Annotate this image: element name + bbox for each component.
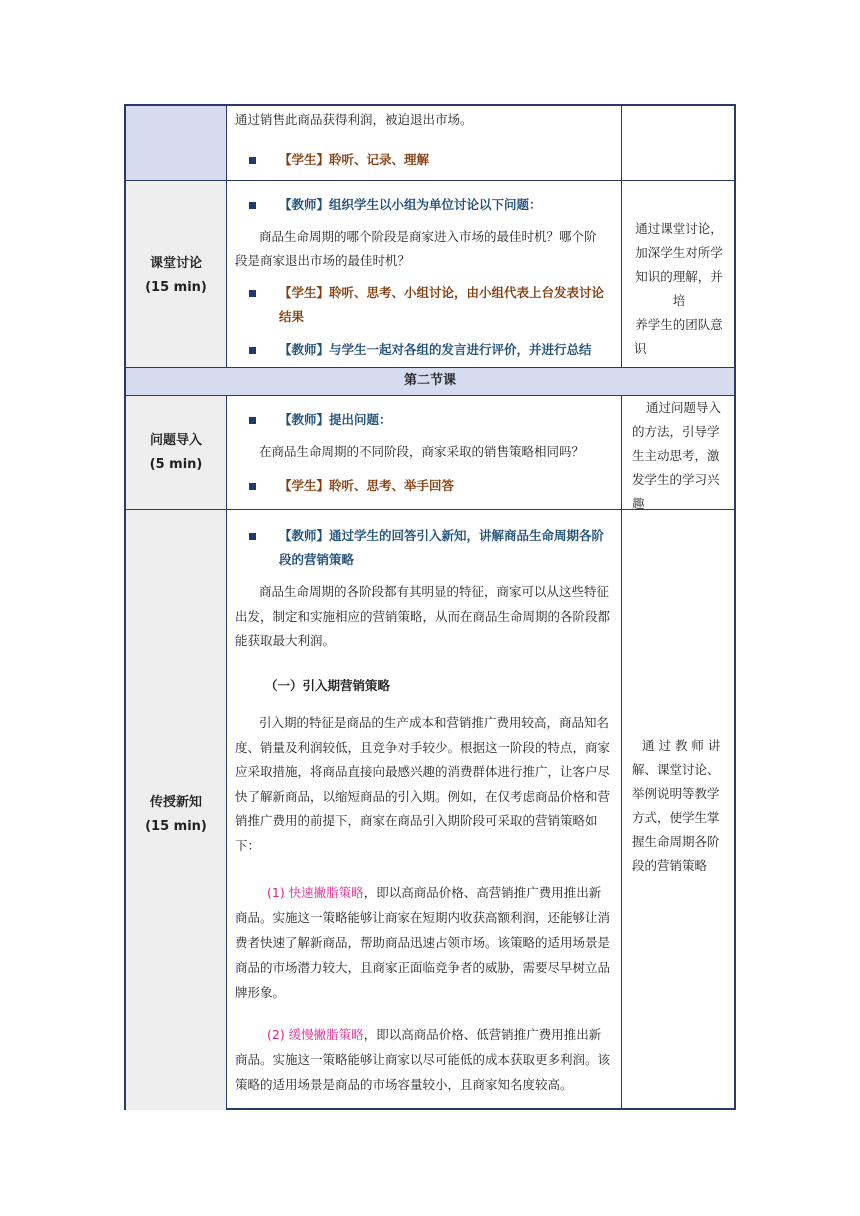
strategy-name: (1) 快速撇脂策略 bbox=[267, 885, 364, 900]
content-cell: 【教师】组织学生以小组为单位讨论以下问题： 商品生命周期的哪个阶段是商家进入市场的最佳时机？哪个阶 段是商家退出市场的最佳时机？ 【学生】聆听、思考、小组讨论，由小组代表上台发表讨论 结果 【教师】与学生一起对各组的发言进行评价，并进行总结 bbox=[227, 181, 622, 367]
content-line: 通过销售此商品获得利润，被迫退出市场。 bbox=[235, 112, 473, 127]
teacher-bullet-cont: 段的营销策略 bbox=[279, 552, 355, 567]
section-title: 第二节课 bbox=[403, 373, 456, 388]
note-cell bbox=[622, 181, 734, 367]
row-label-cell bbox=[126, 106, 227, 180]
lead-in-question: 在商品生命周期的不同阶段，商家采取的销售策略相同吗？ bbox=[259, 444, 585, 459]
square-bullet-icon bbox=[249, 202, 256, 209]
design-note: 通过课堂讨论， 加深学生对所学 知识的理解，并培 养学生的团队意 识 bbox=[634, 221, 723, 356]
content-cell: 【教师】提出问题： 在商品生命周期的不同阶段，商家采取的销售策略相同吗？ 【学生】聆听、思考、举手回答 bbox=[227, 396, 622, 509]
square-bullet-icon bbox=[249, 157, 256, 164]
square-bullet-icon bbox=[249, 483, 256, 490]
row-label-cell bbox=[126, 181, 227, 367]
lesson-plan-table bbox=[124, 104, 736, 1110]
note-cell bbox=[622, 396, 734, 509]
row-duration: (5 min) bbox=[149, 457, 203, 472]
row-label-cell bbox=[126, 510, 227, 1110]
table-row bbox=[126, 106, 734, 181]
row-label-cell bbox=[126, 396, 227, 509]
student-bullet-cont: 结果 bbox=[279, 309, 305, 324]
square-bullet-icon bbox=[249, 290, 256, 297]
strategy-paragraph: (2) 缓慢撇脂策略，即以高商品价格、低营销推广费用推出新 商品。实施这一策略能够让商家以尽可能低的成本获取更多利润。该 策略的适用场景是商品的市场容量较小，且商家知名度较高。 bbox=[235, 1027, 611, 1092]
table-row bbox=[126, 510, 734, 1110]
design-note: 通过问题导入 的方法，引导学 生主动思考，激 发学生的学习兴 趣 bbox=[632, 400, 722, 511]
table-row bbox=[126, 396, 734, 510]
row-duration: (15 min) bbox=[145, 819, 207, 834]
design-note: 通 过 教 师 讲 解、课堂讨论、 举例说明等教学 方式，使学生掌 握生命周期各阶 段的营销策略 bbox=[632, 738, 721, 873]
row-title: 传授新知 bbox=[149, 795, 202, 810]
note-cell bbox=[622, 510, 734, 1110]
content-cell: 【教师】通过学生的回答引入新知，讲解商品生命周期各阶 段的营销策略 商品生命周期的各阶段都有其明显的特征，商家可以从这些特征 出发，制定和实施相应的营销策略，从而在商品生命周期的各阶段都 能获取最大利润。 （一）引入期营销策略 引入期的特征是商品的生产成本和营销推广费用较高，商品知名 度、销量及利润较低，且竞争对手较少。根据这一阶段的特点，商家 应采取措施，将商品直接向最感兴趣的消费群体进行推广，让客户尽 快了解新商品，以缩短商品的引入期。例如，在仅考虑商品价格和营 销推广费用的前提下，商家在商品引入期阶段可采取的营销策略如 下： (1) 快速撇脂策略，即以高商品价格、高营销推广费用推出新 商品。实施这一策略能够让商家在短期内收获高额利润，还能够让消 费者快速了解新商品，帮助商品迅速占领市场。该策略的适用场景是 商品的市场潜力较大，且商家正面临竞争者的威胁，需要尽早树立品 牌形象。 (2) 缓慢撇脂策略，即以高商品价格、低营销推广费用推出新 商品。实施这一策略能够让商家以尽可能低的成本获取更多利润。该 策略的适用场景是商品的市场容量较小，且商家知名度较高。 bbox=[227, 510, 622, 1110]
section-row bbox=[126, 368, 734, 396]
table-row bbox=[126, 181, 734, 368]
paragraph: 引入期的特征是商品的生产成本和营销推广费用较高，商品知名 度、销量及利润较低，且竞争对手较少。根据这一阶段的特点，商家 应采取措施，将商品直接向最感兴趣的消费群体进行推广，让客户尽 快了解新商品，以缩短商品的引入期。例如，在仅考虑商品价格和营 销推广费用的前提下，商家在商品引入期阶段可采取的营销策略如 下： bbox=[235, 715, 611, 853]
content-cell: 通过销售此商品获得利润，被迫退出市场。 【学生】聆听、记录、理解 bbox=[227, 106, 622, 180]
paragraph: 商品生命周期的各阶段都有其明显的特征，商家可以从这些特征 出发，制定和实施相应的营销策略，从而在商品生命周期的各阶段都 能获取最大利润。 bbox=[235, 584, 611, 648]
row-title: 课堂讨论 bbox=[149, 256, 202, 271]
square-bullet-icon bbox=[249, 533, 256, 540]
note-cell bbox=[622, 106, 734, 180]
square-bullet-icon bbox=[249, 417, 256, 424]
row-title: 问题导入 bbox=[149, 433, 202, 448]
strategy-paragraph: (1) 快速撇脂策略，即以高商品价格、高营销推广费用推出新 商品。实施这一策略能够让商家在短期内收获高额利润，还能够让消 费者快速了解新商品，帮助商品迅速占领市场。该策略的适用场景是 商品的市场潜力较大，且商家正面临竞争者的威胁，需要尽早树立品 牌形象。 bbox=[235, 885, 611, 1000]
row-duration: (15 min) bbox=[145, 280, 207, 295]
square-bullet-icon bbox=[249, 347, 256, 354]
strategy-name: (2) 缓慢撇脂策略 bbox=[267, 1027, 364, 1042]
discussion-question: 商品生命周期的哪个阶段是商家进入市场的最佳时机？哪个阶 bbox=[259, 229, 597, 244]
subsection-heading: （一）引入期营销策略 bbox=[265, 678, 391, 693]
discussion-question: 段是商家退出市场的最佳时机？ bbox=[235, 253, 411, 268]
